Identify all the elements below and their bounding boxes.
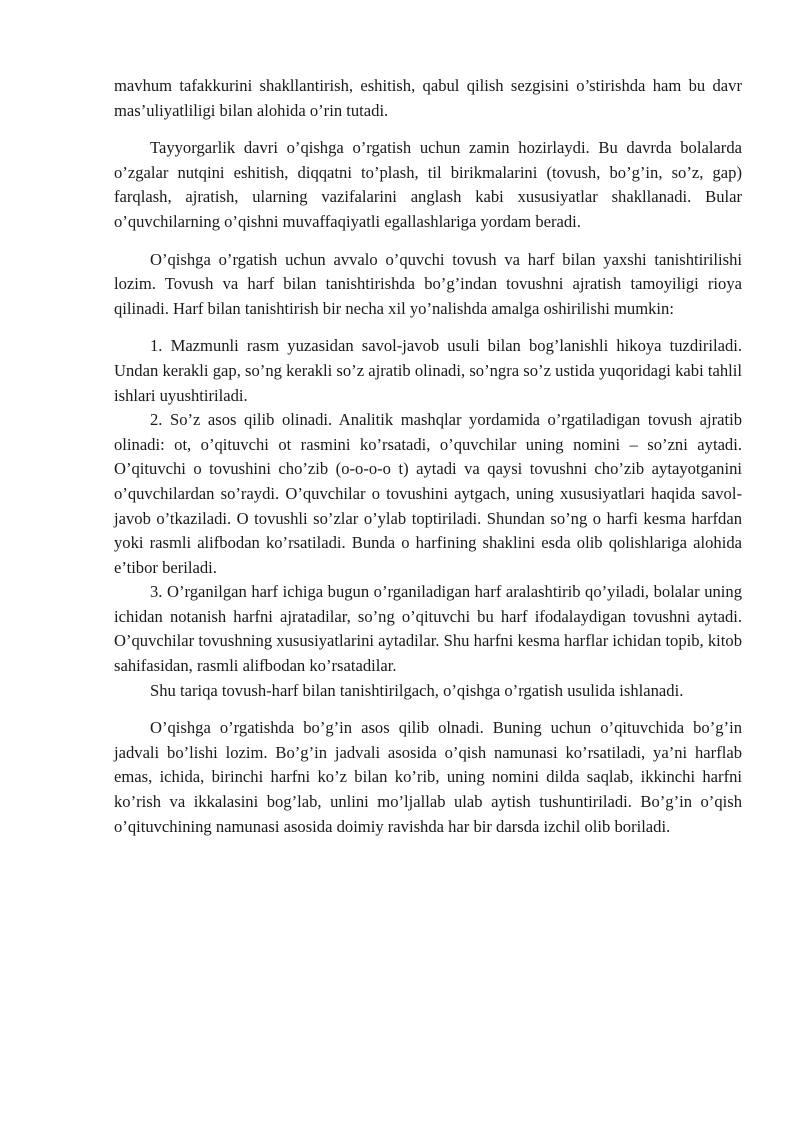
list-item-1: 1. Mazmunli rasm yuzasidan savol-javob usuli bilan bog’lanishli hikoya tuzdiriladi. Undan kerakli gap, so’ng kerakli so’z ajratib olinadi, so’ngra so’z ustida yuqoridagi kabi tahlil ishlari uyushtiriladi. [114,336,742,405]
paragraph-continuation: mavhum tafakkurini shakllantirish, eshitish, qabul qilish sezgisini o’stirishda ham bu davr mas’uliyatliligi bilan alohida o’rin tutadi. [114,76,742,120]
list-item-2: 2. So’z asos qilib olinadi. Analitik mashqlar yordamida o’rgatiladigan tovush ajratib olinadi: ot, o’qituvchi ot rasmini ko’rsatadi, o’quvchilar uning nomini – so’zni aytadi. O’qituvchi o tovushini cho’zib (o-o-o-o t) aytadi va qaysi tovushni cho’zib aytayotganini o’quvchilardan so’raydi. O’quvchilar o tovushini aytgach, uning xususiyatlari haqida savol-javob o’tkaziladi. O tovushli so’zlar o’ylab toptiriladi. Shundan so’ng o harfi kesma harfdan yoki rasmli alifbodan ko’rsatiladi. Bunda o harfining shaklini esda olib qolishlariga alohida e’tibor beriladi. [114,410,742,577]
paragraph-sound-letter-intro: O’qishga o’rgatish uchun avvalo o’quvchi tovush va harf bilan yaxshi tanishtirilishi lozim. Tovush va harf bilan tanishtirishda bo’g’indan tovushni ajratish tamoyiligi rioya qilinadi. Harf bilan tanishtirish bir necha xil yo’nalishda amalga oshirilishi mumkin: [114,249,742,318]
list-item-3: 3. O’rganilgan harf ichiga bugun o’rganiladigan harf aralashtirib qo’yiladi, bolalar uning ichidan notanish harfni ajratadilar, so’ng o’qituvchi bu harf ifodalaydigan tovushni aytadi. O’quvchilar tovushning xususiyatlarini aytadilar. Shu harfni kesma harflar ichidan topib, kitob sahifasidan, rasmli alifbodan ko’rsatadilar. [114,582,742,676]
paragraph-syllable-reading: O’qishga o’rgatishda bo’g’in asos qilib olnadi. Buning uchun o’qituvchida bo’g’in jadvali bo’lishi lozim. Bo’g’in jadvali asosida o’qish namunasi ko’rsatiladi, ya’ni harflab emas, ichida, birinchi harfni ko’z bilan ko’rib, uning nomini dilda saqlab, ikkinchi harfni ko’rish va ikkalasini bog’lab, unlini mo’ljallab ulab aytish tushuntiriladi. Bo’g’in o’qish o’qituvchining namunasi asosida doimiy ravishda har bir darsda izchil olib boriladi. [114,718,742,836]
document-page [114,74,742,839]
paragraph-summary: Shu tariqa tovush-harf bilan tanishtirilgach, o’qishga o’rgatish usulida ishlanadi. [150,680,684,700]
paragraph-preparation-period: Tayyorgarlik davri o’qishga o’rgatish uchun zamin hozirlaydi. Bu davrda bolalarda o’zgalar nutqini eshitish, diqqatni to’plash, til birikmalarini (tovush, bo’g’in, so’z, gap) farqlash, ajratish, ularning vazifalarini anglash kabi xususiyatlar shakllanadi. Bular o’quvchilarning o’qishni muvaffaqiyatli egallashlariga yordam beradi. [114,138,742,231]
